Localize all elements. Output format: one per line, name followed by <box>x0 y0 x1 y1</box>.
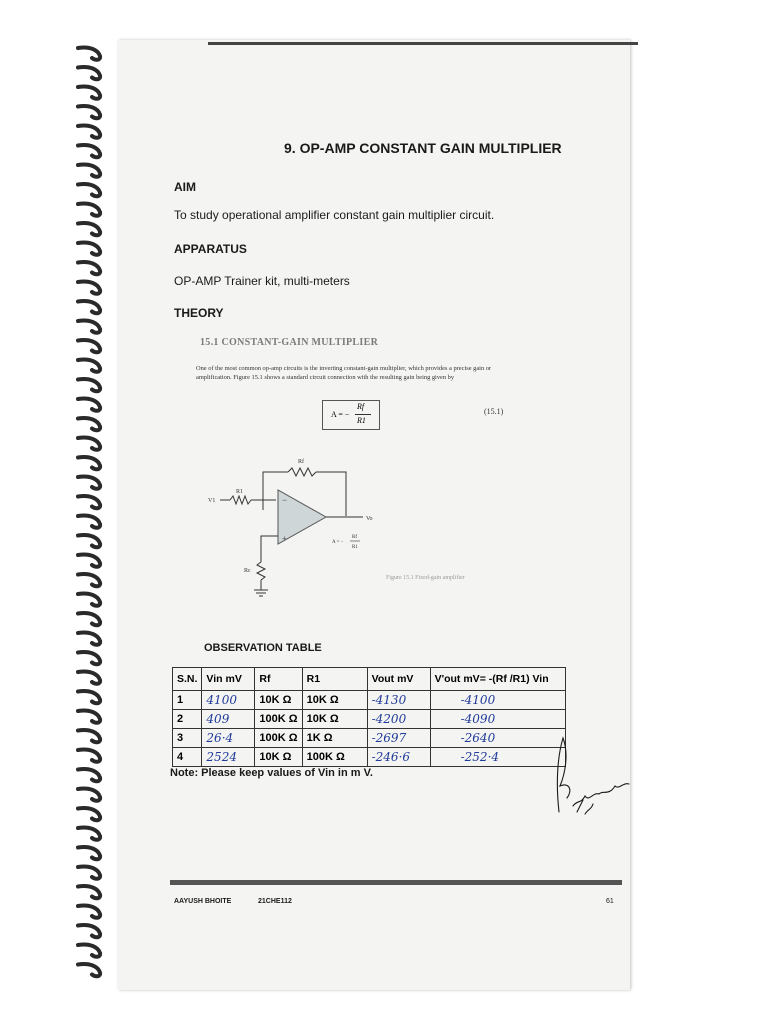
gain-den-label: R1 <box>352 545 358 550</box>
cell-rf: 100K Ω <box>255 729 302 748</box>
spiral-coil <box>78 203 100 215</box>
cell-r1: 10K Ω <box>302 710 367 729</box>
gain-formula-box <box>322 400 380 430</box>
spiral-coil <box>78 47 100 59</box>
spiral-coil <box>78 554 100 566</box>
spiral-coil <box>78 262 100 274</box>
spiral-coil <box>78 769 100 781</box>
header-sn: S.N. <box>173 668 202 691</box>
rf-label: Rf <box>298 459 304 465</box>
footer-page-number: 61 <box>606 898 614 905</box>
figure-caption: Figure 15.1 Fixed-gain amplifier <box>386 575 465 581</box>
spiral-coil <box>78 476 100 488</box>
observation-table-title: OBSERVATION TABLE <box>204 642 322 654</box>
bottom-rule <box>170 880 622 885</box>
plus-label: + <box>282 534 287 543</box>
table-header-row <box>173 668 566 691</box>
cell-r1: 10K Ω <box>302 691 367 710</box>
spiral-coil <box>78 613 100 625</box>
spiral-coil <box>78 457 100 469</box>
spiral-coil <box>78 496 100 508</box>
handwritten-signature <box>543 730 633 820</box>
top-rule <box>208 42 638 45</box>
cell-vout-calc: -4100 <box>430 691 565 710</box>
spiral-coil <box>78 398 100 410</box>
spiral-binding <box>0 40 120 990</box>
r1-resistor <box>230 496 251 504</box>
spiral-coil <box>78 788 100 800</box>
spiral-coil <box>78 944 100 956</box>
table-row <box>173 729 566 748</box>
spiral-coil <box>78 847 100 859</box>
spiral-coil <box>78 379 100 391</box>
spiral-coil <box>78 886 100 898</box>
spiral-coil <box>78 730 100 742</box>
spiral-coil <box>78 691 100 703</box>
rc-resistor <box>257 562 265 580</box>
cell-vout-calc: -2640 <box>430 729 565 748</box>
header-rf: Rf <box>255 668 302 691</box>
cell-vout: -2697 <box>367 729 430 748</box>
apparatus-text: OP-AMP Trainer kit, multi-meters <box>174 274 350 288</box>
table-row <box>173 748 566 767</box>
spiral-coil <box>78 515 100 527</box>
spiral-coil <box>78 749 100 761</box>
spiral-coil <box>78 671 100 683</box>
cell-vin: 26·4 <box>202 729 255 748</box>
cell-rf: 10K Ω <box>255 691 302 710</box>
aim-text: To study operational amplifier constant gain multiplier circuit. <box>174 208 495 222</box>
book-paragraph: One of the most common op-amp circuits is the inverting constant-gain multiplier, which provides a precise gain or amplification. Figure 15.1 shows a standard circuit connection with the resulting gain being given by <box>196 365 492 381</box>
spiral-coil <box>78 418 100 430</box>
cell-r1: 100K Ω <box>302 748 367 767</box>
theory-heading: THEORY <box>174 306 224 320</box>
cell-sn: 3 <box>173 729 202 748</box>
cell-vout: -4130 <box>367 691 430 710</box>
spiral-coil <box>78 808 100 820</box>
rf-resistor <box>288 468 316 476</box>
spiral-coil <box>78 184 100 196</box>
gain-num-label: Rf <box>352 535 357 540</box>
spiral-coil <box>78 320 100 332</box>
spiral-coil <box>78 242 100 254</box>
header-vout: Vout mV <box>367 668 430 691</box>
formula-numerator: Rf <box>357 402 365 411</box>
cell-vin: 4100 <box>202 691 255 710</box>
note-text: Note: Please keep values of Vin in m V. <box>170 767 373 779</box>
formula-lhs: A = − <box>331 410 350 419</box>
spiral-coil <box>78 125 100 137</box>
spiral-coil <box>78 164 100 176</box>
rc-label: Rc <box>244 568 251 574</box>
observation-table <box>172 667 566 767</box>
spiral-coil <box>78 632 100 644</box>
spiral-coil <box>78 593 100 605</box>
footer-roll-number: 21CHE112 <box>258 898 292 905</box>
header-r1: R1 <box>302 668 367 691</box>
table-row <box>173 691 566 710</box>
spiral-coil <box>78 925 100 937</box>
gain-lhs-label: A = − <box>332 540 344 545</box>
header-vout-calc: V'out mV= -(Rf /R1) Vin <box>430 668 565 691</box>
cell-vout-calc: -4090 <box>430 710 565 729</box>
cell-vout-calc: -252·4 <box>430 748 565 767</box>
page-title: 9. OP-AMP CONSTANT GAIN MULTIPLIER <box>284 140 562 156</box>
cell-rf: 100K Ω <box>255 710 302 729</box>
cell-vin: 2524 <box>202 748 255 767</box>
cell-sn: 2 <box>173 710 202 729</box>
notebook-page <box>118 40 630 990</box>
header-vin: Vin mV <box>202 668 255 691</box>
spiral-coil <box>78 437 100 449</box>
aim-heading: AIM <box>174 180 196 194</box>
r1-label: R1 <box>236 489 244 495</box>
cell-vout: -4200 <box>367 710 430 729</box>
spiral-coil <box>78 301 100 313</box>
spiral-coil <box>78 652 100 664</box>
footer-name: AAYUSH BHOITE <box>174 898 232 905</box>
apparatus-heading: APPARATUS <box>174 242 247 256</box>
spiral-coil <box>78 866 100 878</box>
book-section-heading: 15.1 CONSTANT-GAIN MULTIPLIER <box>200 337 379 348</box>
spiral-coil <box>78 359 100 371</box>
spiral-coil <box>78 145 100 157</box>
cell-sn: 1 <box>173 691 202 710</box>
spiral-coil <box>78 106 100 118</box>
spiral-coil <box>78 281 100 293</box>
spiral-coil <box>78 86 100 98</box>
spiral-coil <box>78 574 100 586</box>
spiral-coil <box>78 964 100 976</box>
spiral-coil <box>78 535 100 547</box>
cell-vin: 409 <box>202 710 255 729</box>
cell-rf: 10K Ω <box>255 748 302 767</box>
spiral-coil <box>78 340 100 352</box>
spiral-coil <box>78 223 100 235</box>
spiral-coil <box>78 827 100 839</box>
cell-vout: -246·6 <box>367 748 430 767</box>
spiral-coil <box>78 905 100 917</box>
cell-r1: 1K Ω <box>302 729 367 748</box>
formula-denominator: R1 <box>357 416 366 425</box>
minus-label: − <box>282 495 288 505</box>
spiral-coil <box>78 710 100 722</box>
vo-label: Vo <box>366 516 373 522</box>
vi-label: V1 <box>208 498 216 504</box>
table-row <box>173 710 566 729</box>
cell-sn: 4 <box>173 748 202 767</box>
equation-number: (15.1) <box>484 407 504 416</box>
spiral-coil <box>78 67 100 79</box>
